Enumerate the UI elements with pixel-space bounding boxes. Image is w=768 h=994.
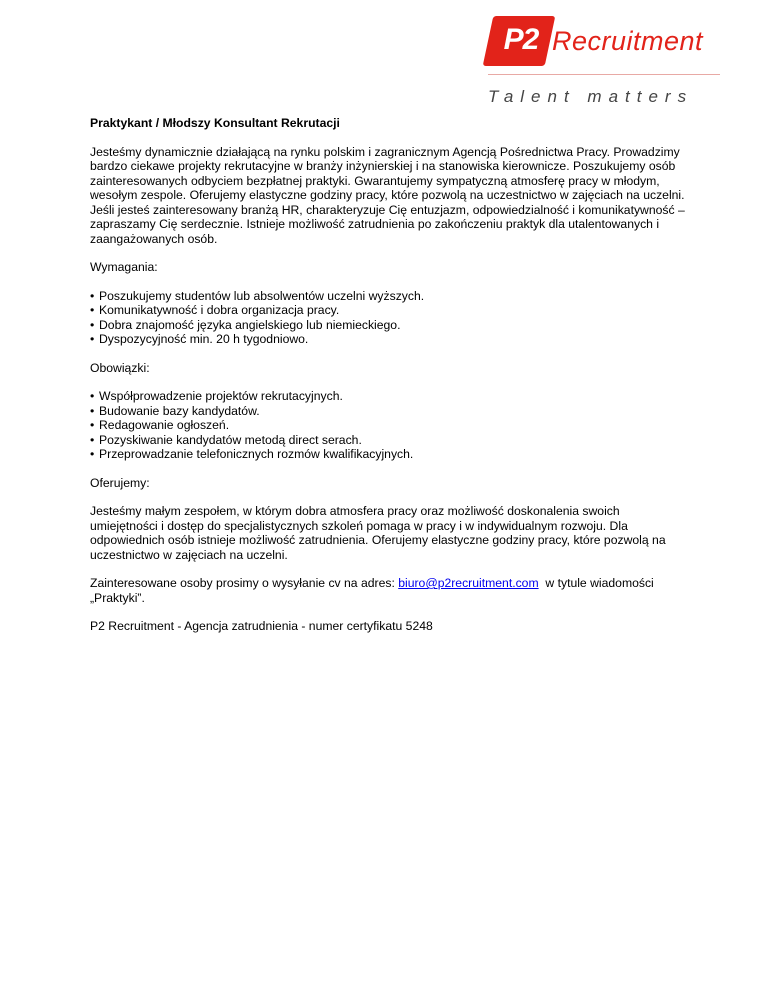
logo-wordmark: Recruitment	[552, 26, 704, 56]
contact-paragraph	[90, 576, 690, 605]
contact-prefix: Zainteresowane osoby prosimy o wysyłanie cv na adres:	[90, 576, 399, 590]
list-item-text: Przeprowadzanie telefonicznych rozmów kwalifikacyjnych.	[99, 447, 414, 461]
list-item-text: Dyspozycyjność min. 20 h tygodniowo.	[99, 332, 309, 346]
bullet-icon: •	[90, 447, 95, 461]
bullet-icon: •	[90, 288, 95, 303]
duties-heading: Obowiązki:	[90, 360, 150, 375]
list-item	[90, 389, 690, 404]
list-item-text: Współprowadzenie projektów rekrutacyjnych.	[99, 389, 343, 403]
list-item	[90, 447, 690, 462]
footer-text: P2 Recruitment - Agencja zatrudnienia - numer certyfikatu 5248	[90, 619, 433, 633]
email-link[interactable]: biuro@p2recruitment.com	[398, 576, 539, 590]
list-item	[90, 404, 690, 419]
logo-badge-text: P2	[503, 23, 539, 56]
requirements-heading: Wymagania:	[90, 260, 158, 274]
bullet-icon: •	[90, 303, 95, 317]
contact-suffix: w tytule wiadomości „Praktyki”.	[90, 576, 658, 605]
bullet-icon: •	[90, 403, 95, 418]
list-item	[90, 318, 690, 333]
bullet-icon: •	[90, 418, 95, 432]
list-item-text: Komunikatywność i dobra organizacja pracy.	[99, 303, 340, 317]
list-item	[90, 418, 690, 433]
bullet-icon: •	[90, 317, 95, 332]
bullet-icon: •	[90, 432, 95, 447]
list-item	[90, 303, 690, 318]
list-item	[90, 433, 690, 448]
bullet-icon: •	[90, 332, 95, 346]
list-item-text: Pozyskiwanie kandydatów metodą direct serach.	[99, 432, 362, 447]
logo-divider	[488, 74, 720, 75]
list-item	[90, 332, 690, 347]
logo-tagline: Talent matters	[488, 87, 694, 106]
offer-heading: Oferujemy:	[90, 475, 150, 490]
intro-paragraph: Jesteśmy dynamicznie działającą na rynku polskim i zagranicznym Agencją Pośrednictwa Pracy. Prowadzimy bardzo ciekawe projekty rekrutacyjne w branży inżynierskiej i na stanowiska kierownicze. Poszukujemy osób zainteresowanych odbyciem bezpłatnej praktyki. Gwarantujemy sympatyczną atmosferę pracy w młodym, wesołym zespole. Oferujemy elastyczne godziny pracy, które pozwolą na uczestnictwo w zajęciach na uczelni. Jeśli jesteś zainteresowany branżą HR, charakteryzuje Cię entuzjazm, odpowiedzialność i komunikatywność – zapraszamy Cię serdecznie. Istnieje możliwość zatrudnienia po zakończeniu praktyk dla utalentowanych i zaangażowanych osób.	[90, 144, 685, 246]
list-item-text: Dobra znajomość języka angielskiego lub niemieckiego.	[99, 317, 401, 332]
offer-paragraph: Jesteśmy małym zespołem, w którym dobra atmosfera pracy oraz możliwość doskonalenia swoich umiejętności i dostęp do specjalistycznych szkoleń pomaga w pracy i w indywidualnym rozwoju. Dla odpowiednich osób istnieje możliwość zatrudnienia. Oferujemy elastyczne godziny pracy, które pozwolą na uczestnictwo w zajęciach na uczelni.	[90, 504, 666, 562]
list-item	[90, 289, 690, 304]
list-item-text: Redagowanie ogłoszeń.	[99, 418, 230, 432]
duties-list	[90, 389, 690, 462]
job-posting	[90, 116, 690, 648]
company-logo	[486, 12, 722, 112]
bullet-icon: •	[90, 389, 95, 403]
requirements-list	[90, 289, 690, 347]
list-item-text: Poszukujemy studentów lub absolwentów uczelni wyższych.	[99, 288, 425, 303]
list-item-text: Budowanie bazy kandydatów.	[99, 403, 260, 418]
page-title: Praktykant / Młodszy Konsultant Rekrutacji	[90, 116, 340, 130]
